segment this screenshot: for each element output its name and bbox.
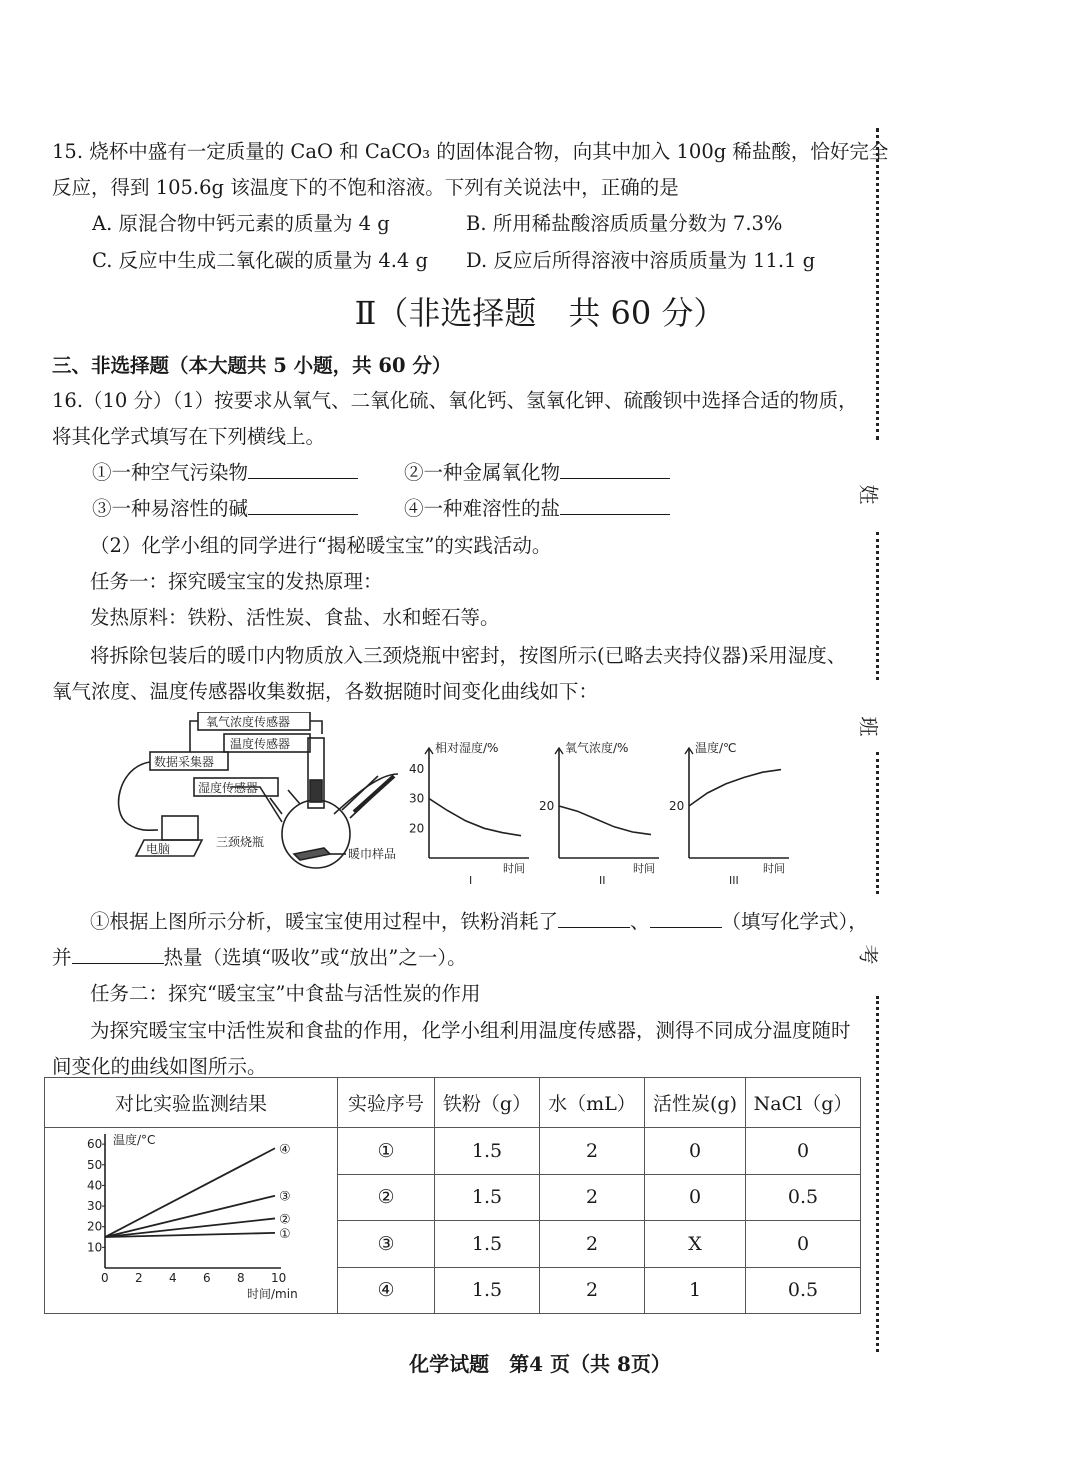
side-char-class: 班 xyxy=(856,716,881,737)
table-cell: 2 xyxy=(540,1128,645,1175)
answer-blank-1[interactable] xyxy=(248,460,358,479)
x-tick-label: 10 xyxy=(271,1271,287,1285)
apparatus-diagram xyxy=(110,712,400,882)
series-line-③ xyxy=(105,1196,275,1237)
q16-sub1-line2 xyxy=(52,942,467,970)
materials-text: 发热原料：铁粉、活性炭、食盐、水和蛭石等。 xyxy=(90,606,500,629)
binding-dotted-line xyxy=(876,752,879,894)
binding-dotted-line xyxy=(876,128,879,440)
table-cell: 0 xyxy=(645,1174,746,1221)
humidity-sensor-label: 湿度传感器 xyxy=(198,781,259,795)
sub1-text-b: （填写化学式）， xyxy=(721,910,868,933)
q16-item-4-label: ④一种难溶性的盐 xyxy=(404,497,561,520)
desc-line3: 为探究暖宝宝中活性炭和食盐的作用，化学小组利用温度传感器，测得不同成分温度随时 xyxy=(90,1019,851,1042)
o2-sensor-label: 氧气浓度传感器 xyxy=(206,715,291,729)
q15-option-b: B. 所用稀盐酸溶质质量分数为 7.3% xyxy=(466,212,783,235)
page-footer: 化学试题 第4 页（共 8页） xyxy=(409,1352,671,1376)
table-cell: 0.5 xyxy=(746,1267,861,1314)
table-cell: 1.5 xyxy=(435,1174,540,1221)
chart-title: II xyxy=(599,874,606,886)
q15-option-c: C. 反应中生成二氧化碳的质量为 4.4 g xyxy=(92,249,429,272)
y-tick-label: 20 xyxy=(409,821,425,836)
y-tick-label: 10 xyxy=(87,1240,103,1255)
y-axis-label: 温度/°C xyxy=(113,1133,156,1147)
x-tick-label: 8 xyxy=(237,1271,245,1285)
q16-item-2-label: ②一种金属氧化物 xyxy=(404,461,561,484)
table-cell: ① xyxy=(338,1128,435,1175)
chart-oxygen xyxy=(535,736,665,886)
y-tick-label: 60 xyxy=(87,1137,103,1152)
q15-option-d: D. 反应后所得溶液中溶质质量为 11.1 g xyxy=(466,249,816,272)
answer-blank-4[interactable] xyxy=(560,496,670,515)
table-cell: ④ xyxy=(338,1267,435,1314)
table-cell: 1.5 xyxy=(435,1267,540,1314)
answer-blank-2[interactable] xyxy=(560,460,670,479)
q15-option-a: A. 原混合物中钙元素的质量为 4 g xyxy=(92,212,390,235)
y-axis-label: 相对湿度/% xyxy=(435,741,499,755)
y-tick-label: 40 xyxy=(87,1178,103,1193)
q16-part2: （2）化学小组的同学进行“揭秘暖宝宝”的实践活动。 xyxy=(90,534,552,557)
answer-blank-6[interactable] xyxy=(650,909,722,928)
col-header-5: NaCl（g） xyxy=(746,1078,861,1128)
table-cell: 0.5 xyxy=(746,1174,861,1221)
y-tick-label: 40 xyxy=(409,761,425,776)
series-label: ② xyxy=(279,1212,291,1228)
table-cell: 1.5 xyxy=(435,1128,540,1175)
col-header-2: 铁粉（g） xyxy=(435,1078,540,1128)
table-cell: 2 xyxy=(540,1221,645,1268)
series-label: ① xyxy=(279,1226,291,1242)
x-tick-label: 0 xyxy=(101,1271,109,1285)
table-cell: 2 xyxy=(540,1174,645,1221)
section-title: Ⅱ（非选择题 共 60 分） xyxy=(354,294,726,332)
x-axis-label: 时间 xyxy=(633,862,655,875)
x-tick-label: 6 xyxy=(203,1271,211,1285)
chart-humidity xyxy=(405,736,540,886)
temp-sensor-label: 温度传感器 xyxy=(230,737,291,751)
table-cell: 0 xyxy=(645,1128,746,1175)
y-tick-label: 50 xyxy=(87,1157,103,1172)
desc-line4: 间变化的曲线如图所示。 xyxy=(52,1055,267,1078)
q16-item-1 xyxy=(92,457,358,485)
y-tick-label: 30 xyxy=(87,1199,103,1214)
sample-label: 暖巾样品 xyxy=(348,847,397,861)
series-label: ③ xyxy=(279,1189,291,1205)
table-cell: ② xyxy=(338,1174,435,1221)
q16-item-3-label: ③一种易溶性的碱 xyxy=(92,497,249,520)
y-tick-label: 20 xyxy=(539,799,555,813)
series-label: ④ xyxy=(279,1142,291,1158)
sub1-text-d: 热量（选填“吸收”或“放出”之一）。 xyxy=(163,946,467,969)
q16-sub1-line1 xyxy=(90,906,868,934)
x-tick-label: 4 xyxy=(169,1271,177,1285)
y-tick-label: 30 xyxy=(409,791,425,806)
chart-title: III xyxy=(729,874,739,886)
computer-label: 电脑 xyxy=(146,842,171,856)
three-neck-flask xyxy=(282,800,350,868)
q15-stem-line1: 15. 烧杯中盛有一定质量的 CaO 和 CaCO₃ 的固体混合物，向其中加入 100g 稀盐酸，恰好完全 xyxy=(52,140,889,163)
y-tick-label: 20 xyxy=(87,1219,103,1234)
chart-temperature xyxy=(665,736,795,886)
table-cell: 2 xyxy=(540,1267,645,1314)
col-header-4: 活性炭(g) xyxy=(645,1078,746,1128)
task1-title: 任务一：探究暖宝宝的发热原理： xyxy=(90,570,383,593)
answer-blank-3[interactable] xyxy=(248,496,358,515)
sub1-text-a: ①根据上图所示分析，暖宝宝使用过程中，铁粉消耗了 xyxy=(90,910,559,933)
q16-item-3 xyxy=(92,493,358,521)
side-char-exam: 考 xyxy=(856,944,881,965)
sub1-text-c: 并 xyxy=(52,946,72,969)
q16-item-2 xyxy=(404,457,670,485)
series-line xyxy=(429,799,521,836)
table-cell: 1.5 xyxy=(435,1221,540,1268)
series-line-④ xyxy=(105,1148,275,1237)
answer-blank-7[interactable] xyxy=(72,945,164,964)
q16-stem-line2: 将其化学式填写在下列横线上。 xyxy=(52,425,326,448)
sub1-separator: 、 xyxy=(630,910,650,933)
task2-title: 任务二：探究“暖宝宝”中食盐与活性炭的作用 xyxy=(90,982,481,1005)
experiment-table xyxy=(44,1077,861,1314)
table-cell: ③ xyxy=(338,1221,435,1268)
q16-item-1-label: ①一种空气污染物 xyxy=(92,461,249,484)
binding-dotted-line xyxy=(876,532,879,680)
table-cell: 1 xyxy=(645,1267,746,1314)
chart-header-cell: 对比实验监测结果 xyxy=(45,1078,338,1128)
table-cell: X xyxy=(645,1221,746,1268)
table-cell: 0 xyxy=(746,1128,861,1175)
x-axis-label: 时间/min xyxy=(247,1287,298,1301)
table-cell: 0 xyxy=(746,1221,861,1268)
side-char-name: 姓 xyxy=(856,484,881,505)
q16-stem-line1: 16.（10 分）（1）按要求从氧气、二氧化硫、氧化钙、氢氧化钾、硫酸钡中选择合适的物质， xyxy=(52,389,858,412)
y-axis-label: 氧气浓度/% xyxy=(565,741,629,755)
col-header-3: 水（mL） xyxy=(540,1078,645,1128)
y-tick-label: 20 xyxy=(669,799,685,813)
x-axis-label: 时间 xyxy=(503,862,525,875)
x-tick-label: 2 xyxy=(135,1271,143,1285)
collector-label: 数据采集器 xyxy=(154,755,215,769)
chart-title: I xyxy=(469,874,473,886)
q16-item-4 xyxy=(404,493,670,521)
chart-comparison xyxy=(45,1128,337,1308)
computer-screen xyxy=(162,816,198,840)
x-axis-label: 时间 xyxy=(763,862,785,875)
q15-stem-line2: 反应，得到 105.6g 该温度下的不饱和溶液。下列有关说法中，正确的是 xyxy=(52,176,679,199)
answer-blank-5[interactable] xyxy=(558,909,630,928)
y-axis-label: 温度/℃ xyxy=(695,741,737,755)
chart-cell xyxy=(45,1128,338,1314)
flask-label: 三颈烧瓶 xyxy=(216,835,265,849)
col-header-1: 实验序号 xyxy=(338,1078,435,1128)
series-line xyxy=(689,770,781,806)
desc-line2: 氧气浓度、温度传感器收集数据，各数据随时间变化曲线如下： xyxy=(52,680,599,703)
series-line xyxy=(559,806,651,835)
section-heading: 三、非选择题（本大题共 5 小题，共 60 分） xyxy=(52,354,452,377)
binding-dotted-line xyxy=(876,996,879,1352)
desc-line1: 将拆除包装后的暖巾内物质放入三颈烧瓶中密封，按图所示(已略去夹持仪器)采用湿度、 xyxy=(90,644,847,667)
